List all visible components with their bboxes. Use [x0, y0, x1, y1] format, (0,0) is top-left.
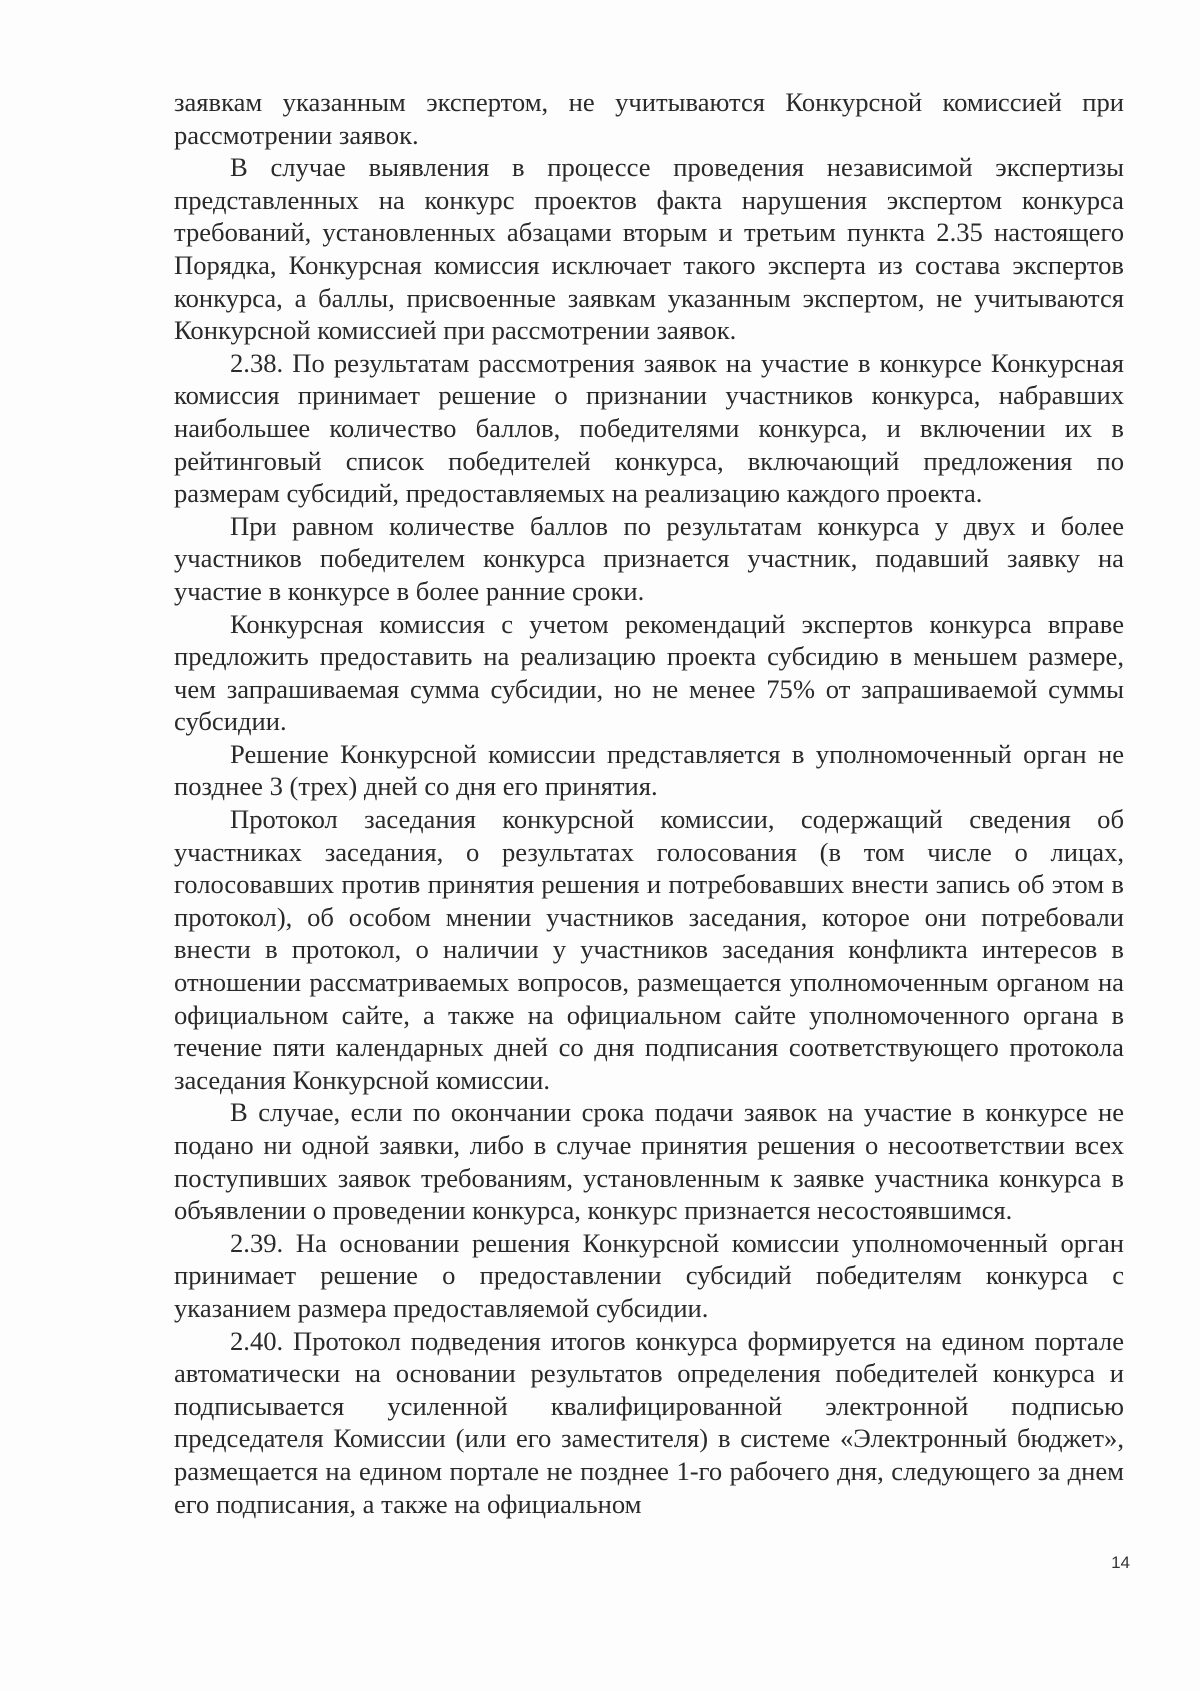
paragraph-expert-exclusion: В случае выявления в процессе проведения независимой экспертизы представленных на конкурс проектов факта нарушения экспертом конкурса требований, установленных абзацами вторым и третьим пункта 2.35 настоящего Порядка, Конкурсная комиссия исключает такого эксперта из состава экспертов конкурса, а баллы, присвоенные заявкам указанным экспертом, не учитываются Конкурсной комиссией при рассмотрении заявок.: [174, 152, 1124, 346]
paragraph-2-39: 2.39. На основании решения Конкурсной комиссии уполномоченный орган принимает решение о предоставлении субсидий победителям конкурса с указанием размера предоставляемой субсидии.: [174, 1227, 1124, 1323]
page-body: [174, 86, 1124, 1520]
paragraph-failed-contest: В случае, если по окончании срока подачи заявок на участие в конкурсе не подано ни одной заявки, либо в случае принятия решения о несоответствии всех поступивших заявок требованиям, установленным к заявке участника конкурса в объявлении о проведении конкурса, конкурс признается несостоявшимся.: [174, 1097, 1124, 1226]
paragraph-continuation: заявкам указанным экспертом, не учитываются Конкурсной комиссией при рассмотрении заявок.: [174, 87, 1124, 150]
paragraph-2-40: 2.40. Протокол подведения итогов конкурса формируется на едином портале автоматически на основании результатов определения победителей конкурса и подписывается усиленной квалифицированной электронной подписью председателя Комиссии (или его заместителя) в системе «Электронный бюджет», размещается на едином портале не позднее 1-го рабочего дня, следующего за днем его подписания, а также на официальном: [174, 1325, 1124, 1519]
page-number: 14: [1111, 1553, 1130, 1572]
paragraph-reduced-subsidy: Конкурсная комиссия с учетом рекомендаций экспертов конкурса вправе предложить предоставить на реализацию проекта субсидию в меньшем размере, чем запрашиваемая сумма субсидии, но не менее 75% от запрашиваемой суммы субсидии.: [174, 608, 1124, 737]
paragraph-equal-score: При равном количестве баллов по результатам конкурса у двух и более участников победителем конкурса признается участник, подавший заявку на участие в конкурсе в более ранние сроки.: [174, 510, 1124, 606]
paragraph-2-38: 2.38. По результатам рассмотрения заявок на участие в конкурсе Конкурсная комиссия принимает решение о признании участников конкурса, набравших наибольшее количество баллов, победителями конкурса, и включении их в рейтинговый список победителей конкурса, включающий предложения по размерам субсидий, предоставляемых на реализацию каждого проекта.: [174, 347, 1124, 509]
paragraph-protocol: Протокол заседания конкурсной комиссии, содержащий сведения об участниках заседания, о результатах голосования (в том числе о лицах, голосовавших против принятия решения и потребовавших внести запись об этом в протокол), об особом мнении участников заседания, которое они потребовали внести в протокол, о наличии у участников заседания конфликта интересов в отношении рассматриваемых вопросов, размещается уполномоченным органом на официальном сайте, а также на официальном сайте уполномоченного органа в течение пяти календарных дней со дня подписания соответствующего протокола заседания Конкурсной комиссии.: [174, 804, 1124, 1095]
paragraph-decision-submission: Решение Конкурсной комиссии представляется в уполномоченный орган не позднее 3 (трех) дней со дня его принятия.: [174, 738, 1124, 802]
